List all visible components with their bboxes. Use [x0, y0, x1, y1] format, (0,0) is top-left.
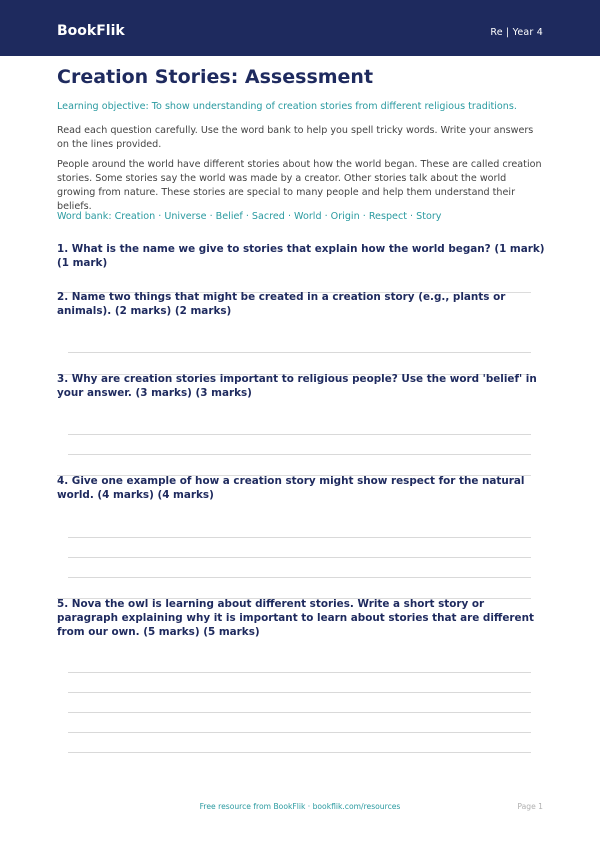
answer-line[interactable] [68, 752, 531, 753]
footer-link[interactable]: Free resource from BookFlik · bookflik.com/resources [199, 802, 401, 811]
question-1: 1. What is the name we give to stories that explain how the world began? (1 mark) (1 mark) [57, 243, 545, 269]
brand-logo: BookFlik [57, 23, 125, 39]
subject-year-label: Re | Year 4 [490, 27, 543, 38]
answer-line[interactable] [68, 692, 531, 693]
question-5: 5. Nova the owl is learning about different stories. Write a short story or paragraph explaining why it is important to learn about stories that are different from our own. (5 marks) (5 marks) [57, 598, 534, 638]
answer-line[interactable] [68, 577, 531, 578]
intro-text: People around the world have different stories about how the world began. These are called creation stories. Some stories say the world was made by a creator. Other stories talk about the world growing from nature. These stories are special to many people and help them understand their beliefs. [57, 159, 542, 212]
learning-objective: Learning objective: To show understanding of creation stories from different religious traditions. [57, 101, 517, 112]
question-3: 3. Why are creation stories important to religious people? Use the word 'belief' in your answer. (3 marks) (3 marks) [57, 373, 537, 399]
answer-line[interactable] [68, 672, 531, 673]
answer-line[interactable] [68, 537, 531, 538]
question-4: 4. Give one example of how a creation story might show respect for the natural world. (4 marks) (4 marks) [57, 475, 525, 501]
answer-line[interactable] [68, 352, 531, 353]
page-title: Creation Stories: Assessment [57, 66, 374, 88]
answer-line[interactable] [68, 712, 531, 713]
answer-line[interactable] [68, 732, 531, 733]
word-bank: Word bank: Creation · Universe · Belief · Sacred · World · Origin · Respect · Story [57, 211, 442, 222]
page-number: Page 1 [517, 802, 543, 811]
header-bar [0, 0, 600, 56]
instructions-text: Read each question carefully. Use the word bank to help you spell tricky words. Write your answers on the lines provided. [57, 125, 534, 150]
answer-line[interactable] [68, 434, 531, 435]
question-2: 2. Name two things that might be created in a creation story (e.g., plants or animals). (2 marks) (2 marks) [57, 291, 506, 317]
answer-line[interactable] [68, 557, 531, 558]
answer-line[interactable] [68, 454, 531, 455]
